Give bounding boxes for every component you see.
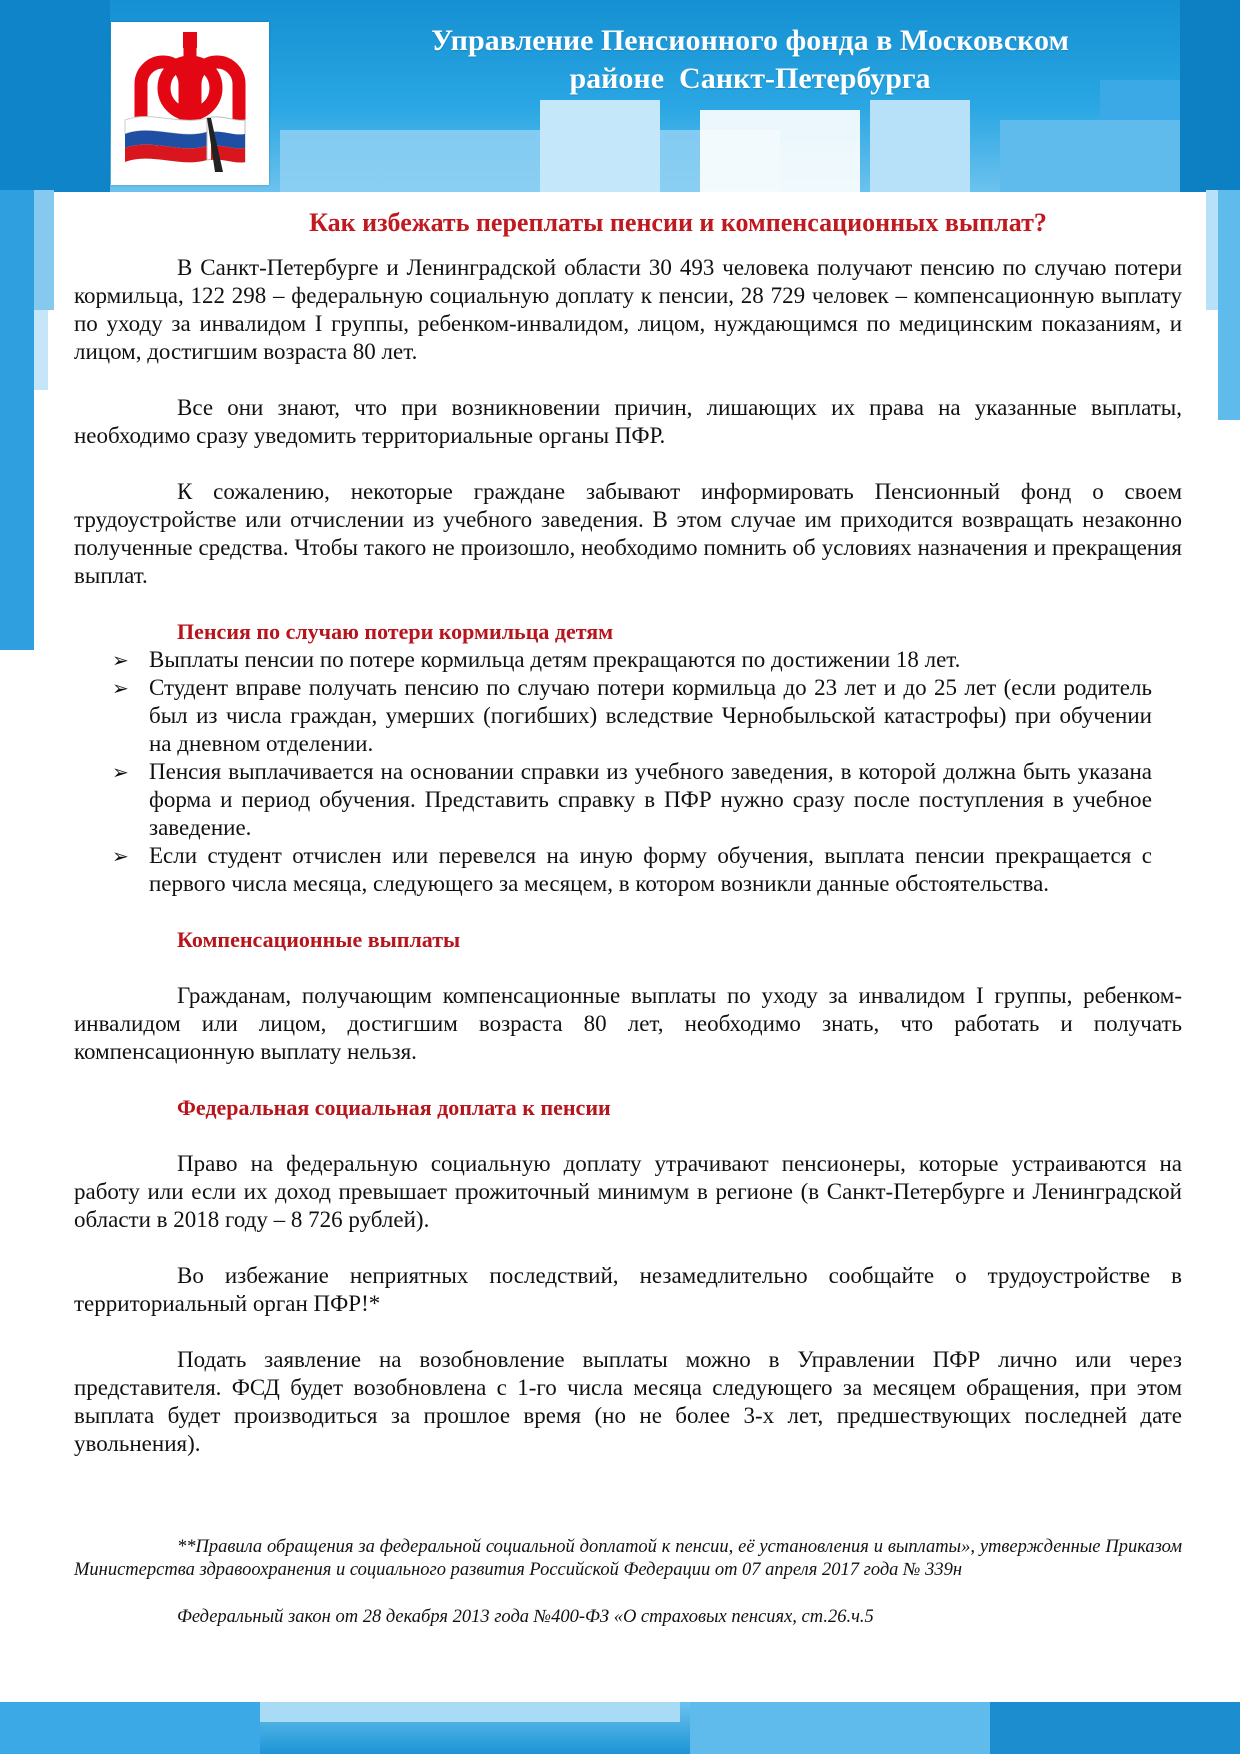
right-side-decoration (1206, 190, 1240, 420)
footer-decor-tile (990, 1702, 1240, 1754)
header-title-line1: Управление Пенсионного фонда в Московском (431, 24, 1069, 57)
list-item-text: Студент вправе получать пенсию по случаю потери кормильца до 23 лет и до 25 лет (если родитель был из числа граждан, умерших (погибших) вследствие Чернобыльской катастрофы) при обучении на дневном отделении. (149, 675, 1152, 756)
arrow-bullet-icon: ➢ (112, 760, 129, 784)
side-decor-tile (1218, 190, 1240, 420)
federal-supplement-paragraph: Подать заявление на возобновление выплаты можно в Управлении ПФР лично или через представителя. ФСД будет возобновлена с 1-го числа месяца следующего за месяцем обращения, при этом выплата будет производиться за прошлое время (но не более 3-х лет, предшествующих последней дате увольнения). (74, 1347, 1182, 1456)
arrow-bullet-icon: ➢ (112, 648, 129, 672)
list-item (74, 842, 1152, 898)
list-item-text: Пенсия выплачивается на основании справки из учебного заведения, в которой должна быть указана форма и период обучения. Представить справку в ПФР нужно сразу после поступления в учебное заведение. (149, 759, 1152, 840)
survivor-pension-list (74, 646, 1182, 898)
footer-banner (0, 1702, 1240, 1754)
footnote-rules: **Правила обращения за федеральной социальной доплатой к пенсии, её установления и выплаты», утвержденные Приказом Министерства здравоохранения и социального развития Российской Федерации от 07 апреля 2017 года № 339н (74, 1537, 1182, 1580)
header-decor-tile (700, 110, 860, 192)
side-decor-tile (1206, 190, 1218, 310)
arrow-bullet-icon: ➢ (112, 676, 129, 700)
left-side-decoration (0, 190, 70, 650)
federal-supplement-paragraph: Во избежание неприятных последствий, незамедлительно сообщайте о трудоустройстве в территориальный орган ПФР!* (74, 1263, 1182, 1316)
intro-paragraph: К сожалению, некоторые граждане забывают информировать Пенсионный фонд о своем трудоустройстве или отчислении из учебного заведения. В этом случае им приходится возвращать незаконно полученные средства. Чтобы такого не произошло, необходимо помнить об условиях назначения и прекращения выплат. (74, 479, 1182, 588)
footer-decor-tile (690, 1702, 990, 1754)
header-decor-tile (540, 100, 660, 192)
footnote-law: Федеральный закон от 28 декабря 2013 года №400-ФЗ «О страховых пенсиях, ст.26.ч.5 (177, 1607, 874, 1627)
section-heading-compensation: Компенсационные выплаты (177, 927, 461, 952)
list-item-text: Выплаты пенсии по потере кормильца детям прекращаются по достижении 18 лет. (149, 647, 961, 672)
header-decor-tile (870, 100, 970, 192)
pfr-emblem-icon (111, 22, 269, 185)
compensation-paragraph: Гражданам, получающим компенсационные выплаты по уходу за инвалидом I группы, ребенком-инвалидом или лицом, достигшим возраста 80 лет, необходимо знать, что работать и получать компенсационную выплату нельзя. (74, 983, 1182, 1064)
header-decor-tile (0, 0, 110, 192)
side-decor-tile (0, 190, 34, 650)
header-title (300, 22, 1200, 98)
list-item (74, 758, 1152, 842)
document-title: Как избежать переплаты пенсии и компенсационных выплат? (309, 208, 1047, 237)
federal-supplement-paragraph: Право на федеральную социальную доплату утрачивают пенсионеры, которые устраиваются на работу или если их доход превышает прожиточный минимум в регионе (в Санкт-Петербурге и Ленинградской области в 2018 году – 8 726 рублей). (74, 1151, 1182, 1232)
section-heading-survivor-pension: Пенсия по случаю потери кормильца детям (177, 619, 614, 644)
intro-paragraph: В Санкт-Петербурге и Ленинградской области 30 493 человека получают пенсию по случаю потери кормильца, 122 298 – федеральную социальную доплату к пенсии, 28 729 человек – компенсационную выплату по уходу за инвалидом I группы, ребенком-инвалидом, лицом, нуждающимся по медицинским показаниям, и лицом, достигшим возраста 80 лет. (74, 255, 1182, 364)
pfr-logo (111, 22, 269, 185)
list-item-text: Если студент отчислен или перевелся на иную форму обучения, выплата пенсии прекращается с первого числа месяца, следующего за месяцем, в котором возникли данные обстоятельства. (149, 843, 1152, 896)
section-heading-federal-supplement: Федеральная социальная доплата к пенсии (177, 1095, 611, 1120)
intro-paragraph: Все они знают, что при возникновении причин, лишающих их права на указанные выплаты, необходимо сразу уведомить территориальные органы ПФР. (74, 395, 1182, 448)
document-body (74, 206, 1182, 1629)
header-title-line2: районе Санкт-Петербурга (569, 62, 931, 95)
footer-decor-tile (0, 1702, 260, 1754)
side-decor-tile (34, 310, 48, 390)
arrow-bullet-icon: ➢ (112, 844, 129, 868)
list-item (74, 646, 1152, 674)
list-item (74, 674, 1152, 758)
footer-decor-tile (260, 1702, 680, 1722)
side-decor-tile (34, 190, 54, 310)
